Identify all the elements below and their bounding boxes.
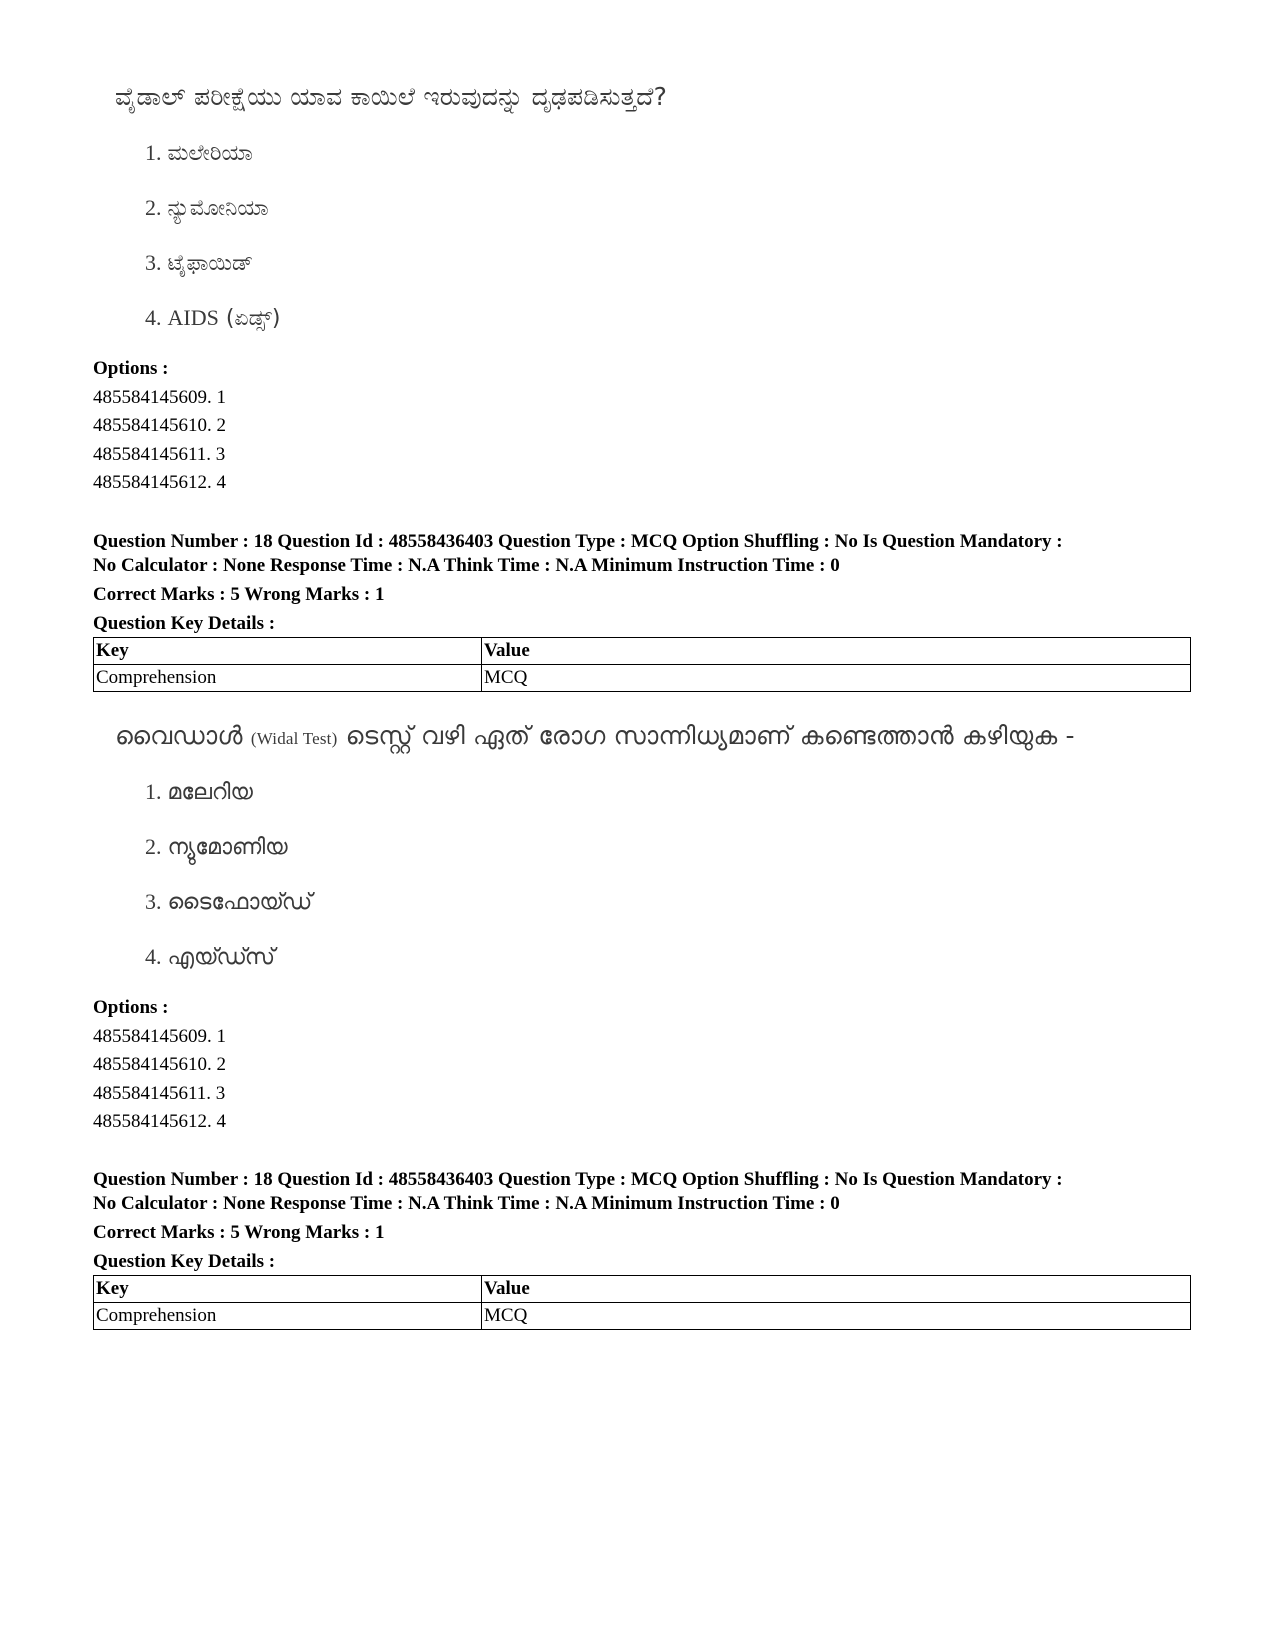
choice-number: 1. <box>145 779 162 804</box>
table-header-key: Key <box>94 1276 482 1303</box>
choice-number: 2. <box>145 834 162 859</box>
meta-line-calculator-info: No Calculator : None Response Time : N.A Think Time : N.A Minimum Instruction Time : 0 <box>93 1193 840 1214</box>
question-choice-1 <box>145 779 253 805</box>
question-choice-3 <box>145 889 312 915</box>
table-row <box>94 665 1191 692</box>
question-meta <box>93 1168 1203 1274</box>
choice-text: ಟೈಫಾಯಿಡ್ <box>167 251 254 276</box>
question-choice-2 <box>145 195 269 221</box>
choice-text-english: AIDS <box>167 305 219 330</box>
question-stem: ವೈಡಾಲ್ ಪರೀಕ್ಷೆಯು ಯಾವ ಕಾಯಿಲೆ ಇರುವುದನ್ನು ದೃಢಪಡಿಸುತ್ತದೆ? <box>115 82 668 111</box>
question-stem-english: (Widal Test) <box>250 729 338 748</box>
table-row <box>94 1303 1191 1330</box>
table-header-key: Key <box>94 638 482 665</box>
table-header-value: Value <box>482 638 1191 665</box>
choice-number: 1. <box>145 140 162 165</box>
table-header-value: Value <box>482 1276 1191 1303</box>
choice-text: ടൈഫോയ്ഡ് <box>167 890 313 915</box>
choice-number: 2. <box>145 195 162 220</box>
meta-line-marks: Correct Marks : 5 Wrong Marks : 1 <box>93 1222 385 1243</box>
choice-text: ಮಲೇರಿಯಾ <box>167 141 253 166</box>
choice-number: 4. <box>145 305 162 330</box>
question-choice-3 <box>145 250 253 276</box>
option-item: 485584145611. 3 <box>93 443 226 465</box>
table-header-row <box>94 1276 1191 1303</box>
choice-text: എയ്ഡ്സ് <box>167 945 276 970</box>
question-key-table <box>93 637 1191 692</box>
meta-line-question-info: Question Number : 18 Question Id : 48558436403 Question Type : MCQ Option Shuffling : No Is Question Mandatory : <box>93 1169 1063 1190</box>
choice-text: ನ್ಯುಮೋನಿಯಾ <box>167 196 269 221</box>
option-item: 485584145612. 4 <box>93 1111 226 1132</box>
option-item: 485584145610. 2 <box>93 1054 226 1075</box>
meta-line-key-details: Question Key Details : <box>93 613 276 634</box>
meta-line-marks: Correct Marks : 5 Wrong Marks : 1 <box>93 584 385 605</box>
choice-text: മലേറിയ <box>167 780 253 805</box>
question-stem-part: ടെസ്റ്റ് വഴി ഏത് രോഗ സാന്നിധ്യമാണ് കണ്ടെത്താൻ കഴിയുക - <box>345 721 1075 750</box>
choice-text: ന്യുമോണിയ <box>167 835 288 860</box>
question-key-table <box>93 1275 1191 1330</box>
meta-line-calculator-info: No Calculator : None Response Time : N.A Think Time : N.A Minimum Instruction Time : 0 <box>93 555 840 576</box>
option-item: 485584145610. 2 <box>93 415 226 436</box>
question-meta <box>93 530 1203 636</box>
question-choice-1 <box>145 140 253 166</box>
question-choice-2 <box>145 834 288 860</box>
meta-line-key-details: Question Key Details : <box>93 1251 276 1272</box>
question-stem <box>115 721 1075 751</box>
choice-number: 4. <box>145 944 162 969</box>
choice-number: 3. <box>145 250 162 275</box>
options-title: Options : <box>93 358 169 379</box>
option-item: 485584145609. 1 <box>93 1025 226 1047</box>
table-cell-key: Comprehension <box>94 665 482 692</box>
question-choice-4 <box>145 305 280 331</box>
question-stem-part: വൈഡാൾ <box>115 721 243 750</box>
table-cell-value: MCQ <box>482 665 1191 692</box>
option-item: 485584145609. 1 <box>93 386 226 408</box>
choice-text: (ಏಡ್ಸ್) <box>225 306 281 331</box>
options-list <box>93 355 226 498</box>
table-header-row <box>94 638 1191 665</box>
choice-number: 3. <box>145 889 162 914</box>
table-cell-value: MCQ <box>482 1303 1191 1330</box>
option-item: 485584145611. 3 <box>93 1082 226 1104</box>
table-cell-key: Comprehension <box>94 1303 482 1330</box>
meta-line-question-info: Question Number : 18 Question Id : 48558436403 Question Type : MCQ Option Shuffling : No Is Question Mandatory : <box>93 531 1063 552</box>
question-choice-4 <box>145 944 275 970</box>
option-item: 485584145612. 4 <box>93 472 226 493</box>
options-list <box>93 994 226 1137</box>
options-title: Options : <box>93 997 169 1018</box>
